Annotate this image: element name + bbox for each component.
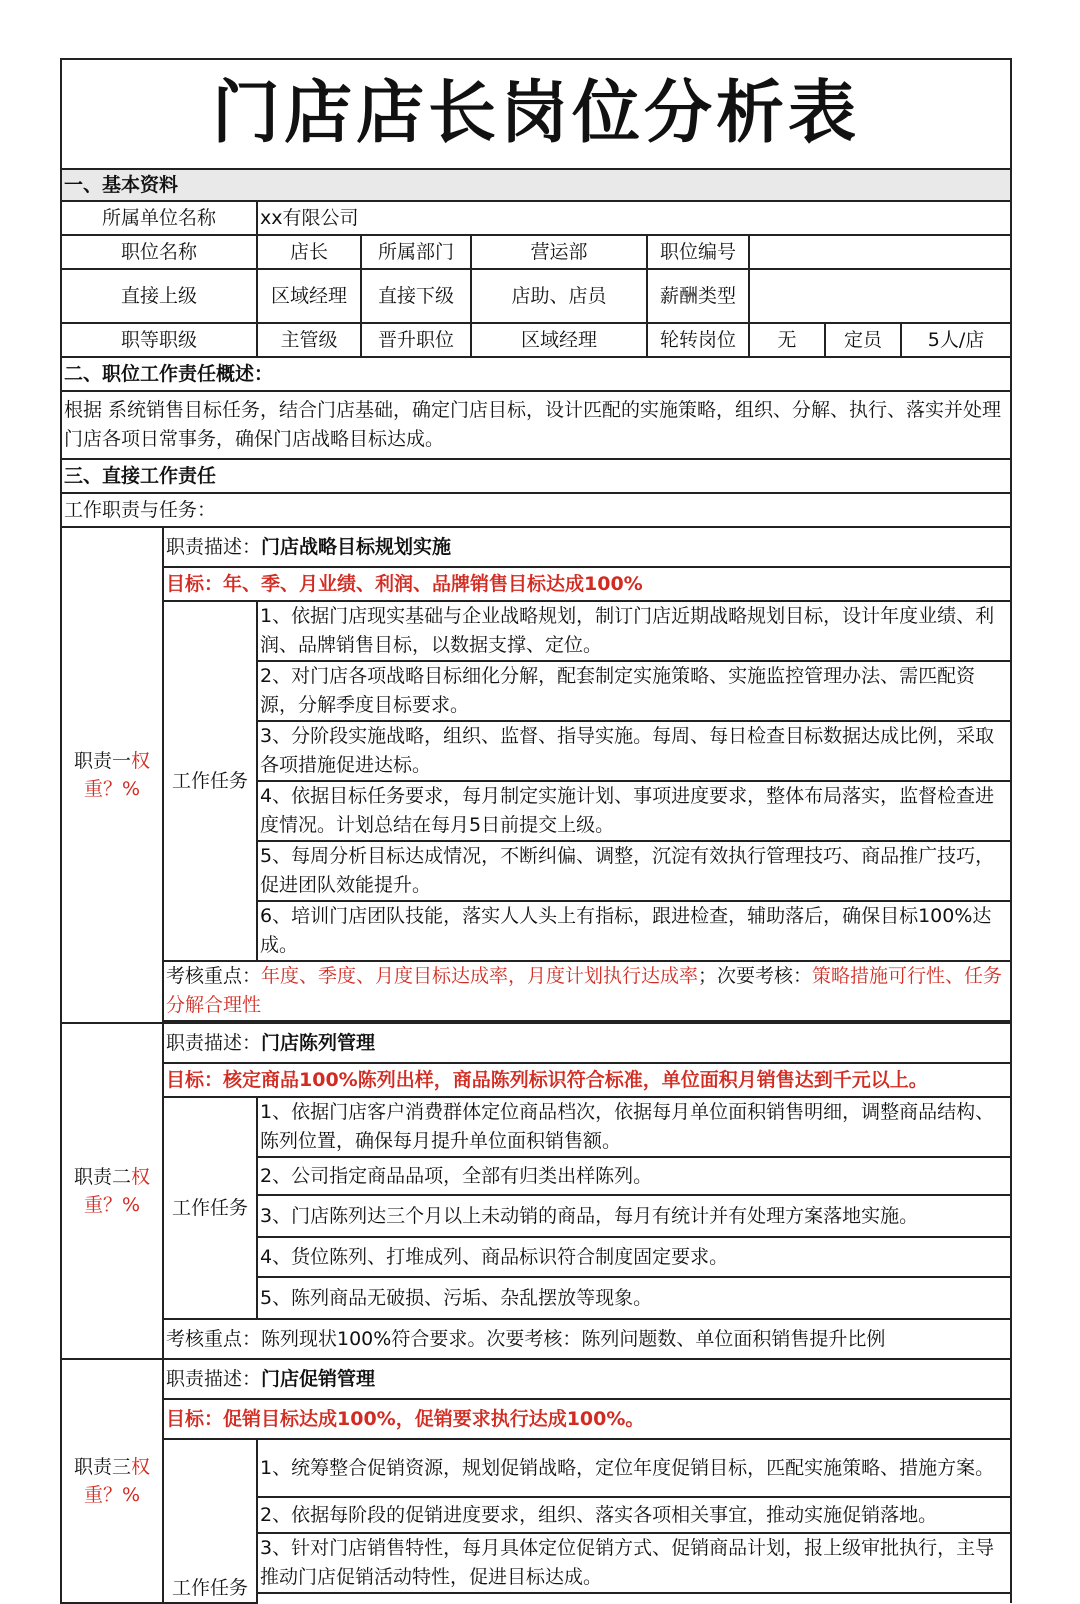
field-label: 职位编号 xyxy=(647,235,749,269)
duty-3-task: 3、针对门店销售特性，每月具体定位促销方式、促销商品计划，报上级审批执行，主导推动门店促销活动特性，促进目标达成。 xyxy=(257,1533,1011,1593)
duty-2-label: 职责二权 重？% xyxy=(61,1023,163,1359)
unit-value: xx有限公司 xyxy=(257,201,1011,235)
duty-3-task: 2、依据每阶段的促销进度要求，组织、落实各项相关事宜，推动实施促销落地。 xyxy=(257,1497,1011,1533)
section-summary-heading: 二、职位工作责任概述： xyxy=(61,357,1011,391)
field-value: 营运部 xyxy=(471,235,647,269)
duty-1-assessment: 考核重点：年度、季度、月度目标达成率，月度计划执行达成率；次要考核：策略措施可行性、任务分解合理性 xyxy=(163,961,1011,1021)
field-value: 区域经理 xyxy=(257,269,361,323)
field-value: 无 xyxy=(749,323,825,357)
duty-3-desc: 职责描述：门店促销管理 xyxy=(163,1359,1011,1399)
job-analysis-sheet xyxy=(60,58,1010,1604)
duty-1-task: 4、依据目标任务要求，每月制定实施计划、事项进度要求，整体布局落实，监督检查进度情况。计划总结在每月5日前提交上级。 xyxy=(257,781,1011,841)
duty-1-task-label: 工作任务 xyxy=(163,601,257,961)
duty-2-task: 3、门店陈列达三个月以上未动销的商品，每月有统计并有处理方案落地实施。 xyxy=(257,1195,1011,1237)
job-analysis-table xyxy=(60,58,1012,1604)
field-label: 职等职级 xyxy=(61,323,257,357)
duty-3-goal: 目标：促销目标达成100%，促销要求执行达成100%。 xyxy=(163,1399,1011,1439)
duty-2-task-label: 工作任务 xyxy=(163,1097,257,1319)
field-label: 轮转岗位 xyxy=(647,323,749,357)
field-label: 直接上级 xyxy=(61,269,257,323)
field-label: 直接下级 xyxy=(361,269,471,323)
duty-2-task: 1、依据门店客户消费群体定位商品档次，依据每月单位面积销售明细，调整商品结构、陈列位置，确保每月提升单位面积销售额。 xyxy=(257,1097,1011,1157)
duty-3-task: 1、统筹整合促销资源，规划促销战略，定位年度促销目标，匹配实施策略、措施方案。 xyxy=(257,1439,1011,1497)
duty-2-task: 2、公司指定商品品项，全部有归类出样陈列。 xyxy=(257,1157,1011,1195)
duty-2-desc: 职责描述：门店陈列管理 xyxy=(163,1023,1011,1063)
unit-label: 所属单位名称 xyxy=(61,201,257,235)
duty-1-task: 2、对门店各项战略目标细化分解，配套制定实施策略、实施监控管理办法、需匹配资源，分解季度目标要求。 xyxy=(257,661,1011,721)
duty-1-label: 职责一权 重？% xyxy=(61,527,163,1023)
duty-3-label: 职责三权 重？% xyxy=(61,1359,163,1603)
duty-1-goal: 目标：年、季、月业绩、利润、品牌销售目标达成100% xyxy=(163,567,1011,601)
duty-1-task: 3、分阶段实施战略，组织、监督、指导实施。每周、每日检查目标数据达成比例，采取各项措施促进达标。 xyxy=(257,721,1011,781)
duty-2-goal: 目标：核定商品100%陈列出样，商品陈列标识符合标准，单位面积月销售达到千元以上。 xyxy=(163,1063,1011,1097)
field-label: 职位名称 xyxy=(61,235,257,269)
duty-2-task: 4、货位陈列、打堆成列、商品标识符合制度固定要求。 xyxy=(257,1237,1011,1277)
field-value: 5人/店 xyxy=(901,323,1011,357)
page-title: 门店店长岗位分析表 xyxy=(61,59,1011,169)
summary-text: 根据 系统销售目标任务，结合门店基础，确定门店目标，设计匹配的实施策略，组织、分解、执行、落实并处理门店各项日常事务，确保门店战略目标达成。 xyxy=(61,391,1011,459)
duty-1-task: 6、培训门店团队技能，落实人人头上有指标，跟进检查，辅助落后，确保目标100%达成。 xyxy=(257,901,1011,961)
field-value: 主管级 xyxy=(257,323,361,357)
field-label: 定员 xyxy=(825,323,901,357)
field-label: 薪酬类型 xyxy=(647,269,749,323)
duty-2-assessment: 考核重点：陈列现状100%符合要求。次要考核：陈列问题数、单位面积销售提升比例 xyxy=(163,1319,1011,1359)
field-value xyxy=(749,235,1011,269)
field-value: 区域经理 xyxy=(471,323,647,357)
duty-1-desc: 职责描述：门店战略目标规划实施 xyxy=(163,527,1011,567)
field-value: 店助、店员 xyxy=(471,269,647,323)
section-duties-heading: 三、直接工作责任 xyxy=(61,459,1011,493)
section-basic-heading: 一、基本资料 xyxy=(61,169,1011,201)
field-label: 所属部门 xyxy=(361,235,471,269)
field-value xyxy=(749,269,1011,323)
duty-1-task: 5、每周分析目标达成情况，不断纠偏、调整，沉淀有效执行管理技巧、商品推广技巧，促进团队效能提升。 xyxy=(257,841,1011,901)
duty-2-task: 5、陈列商品无破损、污垢、杂乱摆放等现象。 xyxy=(257,1277,1011,1319)
field-value: 店长 xyxy=(257,235,361,269)
field-label: 晋升职位 xyxy=(361,323,471,357)
duty-1-task: 1、依据门店现实基础与企业战略规划，制订门店近期战略规划目标，设计年度业绩、利润、品牌销售目标，以数据支撑、定位。 xyxy=(257,601,1011,661)
duties-subheading: 工作职责与任务： xyxy=(61,493,1011,527)
duty-3-task-label: 工作任务 xyxy=(163,1439,257,1603)
